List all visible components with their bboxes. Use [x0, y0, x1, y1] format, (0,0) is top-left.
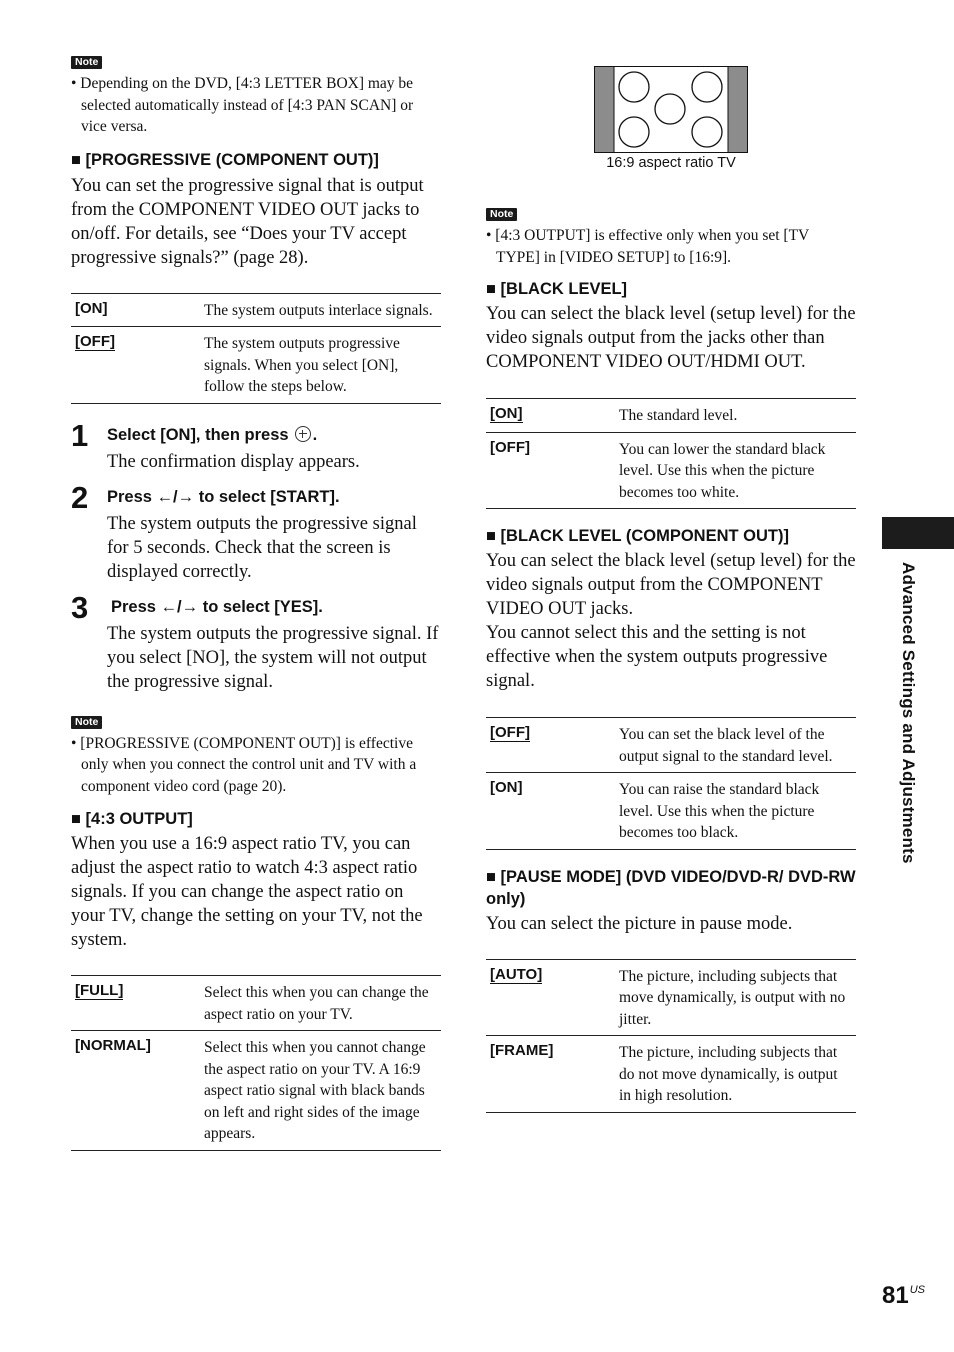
step-number: 3 — [71, 589, 89, 625]
step-title: Press ←/→ to select [START]. — [107, 487, 340, 506]
chapter-tab — [882, 517, 954, 549]
black-band-right — [728, 67, 747, 152]
step-number: 2 — [71, 479, 89, 515]
option-key: [ON] — [486, 773, 615, 850]
option-value: The standard level. — [619, 407, 738, 424]
table-row — [486, 773, 856, 850]
option-key: [FULL] — [75, 982, 124, 999]
table-row — [486, 432, 856, 509]
section-heading: ■ [BLACK LEVEL] — [486, 280, 628, 298]
figure-caption: 16:9 aspect ratio TV — [606, 155, 736, 171]
option-value: You can lower the standard black level. Use this when the picture becomes too white. — [615, 432, 856, 509]
enter-button-icon — [295, 426, 311, 442]
option-key: [OFF] — [486, 432, 615, 509]
section-progressive — [71, 149, 441, 404]
table-row — [71, 327, 441, 404]
section-4-3-output — [71, 808, 441, 1151]
note-1 — [71, 52, 441, 138]
option-value: You can raise the standard black level. Use this when the picture becomes too black. — [615, 773, 856, 850]
options-table — [486, 717, 856, 850]
step-3 — [71, 589, 441, 694]
step-number: 1 — [71, 417, 89, 453]
note-badge: Note — [486, 208, 517, 221]
option-value: The system outputs interlace signals. — [204, 301, 433, 319]
section-heading: ■ [BLACK LEVEL (COMPONENT OUT)] — [486, 527, 789, 545]
section-body: When you use a 16:9 aspect ratio TV, you can adjust the aspect ratio to watch 4:3 aspect ratio signals. If you can change the aspect ratio on your TV, change the setting on your TV, not the system. — [71, 834, 423, 950]
note-badge: Note — [71, 56, 102, 69]
table-row — [486, 399, 856, 433]
option-key: [OFF] — [71, 327, 200, 404]
options-table — [71, 975, 441, 1151]
option-key: [ON] — [490, 405, 523, 422]
note-3 — [486, 204, 856, 268]
step-body: The confirmation display appears. — [107, 451, 360, 472]
section-heading: ■ [PAUSE MODE] (DVD VIDEO/DVD-R/ DVD-RW only) — [486, 867, 856, 908]
step-title: Select [ON], then press . — [107, 425, 318, 444]
option-value: The picture, including subjects that move dynamically, is output with no jitter. — [619, 967, 846, 1028]
option-value: Select this when you can change the aspect ratio on your TV. — [204, 984, 429, 1023]
options-table — [486, 398, 856, 509]
page-number-value: 81 — [882, 1282, 909, 1309]
section-pause-mode — [486, 866, 856, 1113]
note-badge: Note — [71, 716, 102, 729]
section-body: You can select the picture in pause mode. — [486, 913, 793, 934]
note-text: • [PROGRESSIVE (COMPONENT OUT)] is effective only when you connect the control unit and TV with a component video cord (page 20). — [71, 734, 417, 795]
section-body: You can set the progressive signal that is output from the COMPONENT VIDEO OUT jacks to on/off. For details, see “Does your TV accept progressive signals?” (page 28). — [71, 175, 424, 268]
step-body: The system outputs the progressive signal. If you select [NO], the system will not output the progressive signal. — [107, 623, 439, 692]
option-value: The system outputs progressive signals. When you select [ON], follow the steps below. — [200, 327, 441, 404]
table-row — [71, 976, 441, 1031]
section-heading: ■ [4:3 OUTPUT] — [71, 810, 193, 828]
tv-aspect-ratio-figure — [594, 66, 748, 153]
step-2 — [71, 479, 441, 584]
option-key: [NORMAL] — [71, 1031, 200, 1151]
option-value: Select this when you cannot change the aspect ratio on your TV. A 16:9 aspect ratio signal with black bands on left and right sides of the image appears. — [200, 1031, 441, 1151]
right-column — [486, 204, 856, 1113]
step-body: The system outputs the progressive signal for 5 seconds. Check that the screen is displayed correctly. — [107, 513, 417, 582]
page-number — [882, 1282, 925, 1310]
left-column — [71, 52, 441, 1151]
table-row — [486, 959, 856, 1036]
note-text: • [4:3 OUTPUT] is effective only when you set [TV TYPE] in [VIDEO SETUP] to [16:9]. — [486, 227, 809, 266]
note-2 — [71, 712, 441, 798]
option-key: [ON] — [75, 299, 108, 317]
options-table — [486, 959, 856, 1113]
section-black-level-component — [486, 525, 856, 850]
table-row — [486, 1036, 856, 1113]
section-body: You can select the black level (setup level) for the video signals output from the jacks other than COMPONENT VIDEO OUT/HDMI OUT. — [486, 304, 856, 372]
section-black-level — [486, 278, 856, 509]
section-heading: ■ [PROGRESSIVE (COMPONENT OUT)] — [71, 150, 379, 169]
black-band-left — [595, 67, 614, 152]
note-text: • Depending on the DVD, [4:3 LETTER BOX] may be selected automatically instead of [4:3 PAN SCAN] or vice versa. — [71, 75, 414, 135]
table-row — [71, 1031, 441, 1151]
option-value: The picture, including subjects that do not move dynamically, is output in high resolution. — [615, 1036, 856, 1113]
chapter-label: Advanced Settings and Adjustments — [899, 562, 918, 864]
options-table — [71, 293, 441, 404]
section-body: You can select the black level (setup level) for the video signals output from the COMPONENT VIDEO OUT jacks. — [486, 551, 856, 619]
table-row — [71, 293, 441, 327]
page-region-suffix: US — [909, 1284, 925, 1296]
option-key: [AUTO] — [490, 965, 543, 983]
section-body-2: You cannot select this and the setting is not effective when the system outputs progressive signal. — [486, 623, 828, 691]
option-key: [FRAME] — [486, 1036, 615, 1113]
option-key: [OFF] — [490, 724, 530, 741]
step-title: Press ←/→ to select [YES]. — [111, 597, 323, 616]
option-value: You can set the black level of the output signal to the standard level. — [619, 726, 833, 765]
step-1 — [71, 417, 441, 474]
table-row — [486, 718, 856, 773]
